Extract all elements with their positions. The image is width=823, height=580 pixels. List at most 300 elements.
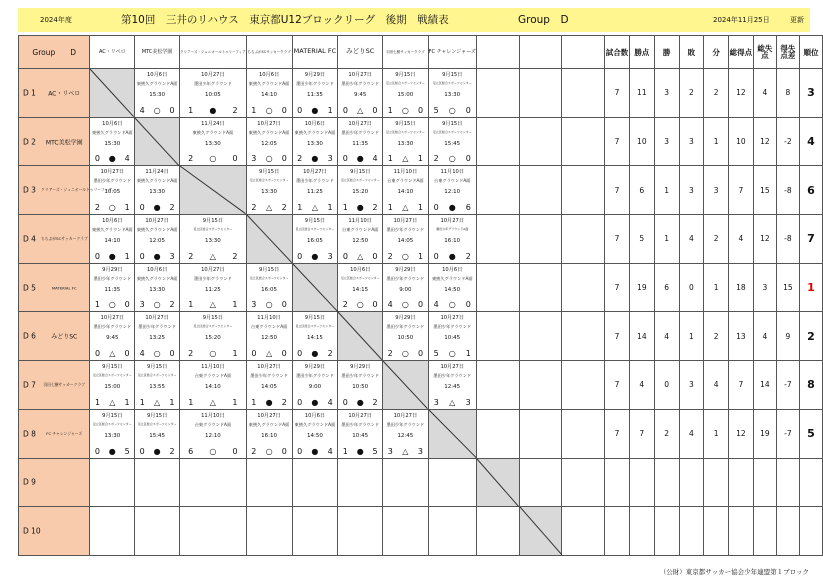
match-score <box>383 106 428 116</box>
result-mark: ○ <box>153 349 161 359</box>
match-venue: 足立区総合スポーツセンター <box>92 373 132 378</box>
result-mark: △ <box>209 397 216 407</box>
result-mark: ● <box>356 154 364 164</box>
match-cell <box>476 507 519 556</box>
match-time: 11:35 <box>352 140 369 147</box>
match-score <box>429 300 476 310</box>
result-mark: △ <box>266 349 273 359</box>
match-cell <box>519 409 562 458</box>
team-column-header <box>428 36 476 69</box>
home-goals: 5 <box>433 105 439 115</box>
result-mark: △ <box>449 397 456 407</box>
match-score <box>338 106 382 116</box>
self-match-cell <box>246 215 292 264</box>
match-score <box>293 447 338 457</box>
match-cell <box>383 215 429 264</box>
away-goals: 0 <box>281 446 287 456</box>
home-goals: 0 <box>297 105 303 115</box>
match-cell <box>562 215 605 264</box>
stat-value: 2 <box>704 312 729 361</box>
result-mark: ● <box>448 203 456 213</box>
match-date: 10月27日 <box>201 72 225 78</box>
match-cell <box>338 507 383 556</box>
stat-value: 4 <box>654 312 679 361</box>
match-venue: 東綾久グラウンドA面 <box>136 275 178 281</box>
match-score <box>90 154 134 164</box>
match-time: 15:30 <box>104 140 121 147</box>
away-goals: 1 <box>327 105 333 115</box>
self-match-cell <box>476 458 519 507</box>
match-time: 10:05 <box>204 92 221 98</box>
match-cell <box>135 215 180 264</box>
match-time: 10:50 <box>397 335 414 342</box>
match-time: 15:20 <box>352 189 369 196</box>
away-goals: 0 <box>417 300 424 310</box>
home-goals: 2 <box>188 349 194 359</box>
home-goals: 2 <box>188 154 194 164</box>
match-cell <box>338 215 383 264</box>
match-cell <box>519 361 562 410</box>
match-date: 9月15日 <box>304 315 326 322</box>
stat-value: 3 <box>679 361 704 410</box>
match-date: 10月27日 <box>440 315 465 322</box>
match-cell <box>383 166 429 215</box>
stat-value: 7 <box>728 166 753 215</box>
match-score <box>338 398 382 408</box>
away-goals: 3 <box>169 251 175 261</box>
match-date: 10月27日 <box>100 315 125 322</box>
stat-value: 19 <box>629 263 654 312</box>
home-goals: 3 <box>251 154 257 164</box>
match-cell <box>519 458 562 507</box>
away-goals: 2 <box>372 203 378 213</box>
match-date: 10月6日 <box>102 120 123 127</box>
away-goals: 1 <box>124 397 130 407</box>
match-date: 9月29日 <box>304 364 326 371</box>
match-date: 9月29日 <box>304 72 326 78</box>
match-cell <box>292 361 338 410</box>
team-column-header <box>292 36 338 69</box>
match-cell <box>90 263 135 312</box>
result-mark: △ <box>109 397 116 407</box>
match-venue: 足立区総合スポーツセンター <box>340 275 380 280</box>
home-goals: 1 <box>342 446 348 456</box>
match-cell <box>338 117 383 166</box>
match-cell <box>292 507 338 556</box>
match-time: 10:05 <box>104 189 121 196</box>
team-row-name: MATERIAL FC <box>51 285 77 291</box>
result-mark: ○ <box>448 105 456 115</box>
match-score <box>338 447 382 457</box>
home-goals: 1 <box>251 397 257 407</box>
match-cell <box>428 69 476 118</box>
home-goals: 1 <box>95 397 101 407</box>
match-venue: 東綾久グラウンドA面 <box>294 129 336 135</box>
match-time: 15:45 <box>149 432 166 439</box>
match-venue: 足立区総合スポーツセンター <box>137 421 177 426</box>
match-cell <box>135 263 180 312</box>
stat-value: -8 <box>776 166 799 215</box>
team-column-name: FC チャレンジャーズ <box>428 48 476 55</box>
team-row-label: D 2 <box>23 137 36 147</box>
away-goals: 2 <box>281 203 287 213</box>
match-cell <box>338 458 383 507</box>
stat-value <box>654 507 679 556</box>
result-mark: ● <box>265 397 273 407</box>
match-venue: 東綾久グラウンドA面 <box>248 129 290 135</box>
team-row <box>19 215 823 264</box>
match-cell <box>246 263 292 312</box>
match-time: 14:15 <box>306 335 323 342</box>
match-date: 9月15日 <box>146 412 168 419</box>
match-venue: 台東グラウンドA面 <box>434 178 471 184</box>
match-cell <box>562 69 605 118</box>
match-date: 9月15日 <box>350 169 371 176</box>
home-goals: 0 <box>139 251 145 261</box>
stat-value: 15 <box>753 166 776 215</box>
home-goals: 3 <box>139 300 145 310</box>
team-row-label: D 1 <box>23 88 36 98</box>
match-cell <box>562 312 605 361</box>
team-row-label: D 10 <box>23 526 41 536</box>
stat-value: 2 <box>654 409 679 458</box>
home-goals: 0 <box>433 251 439 261</box>
match-cell <box>246 409 292 458</box>
home-goals: 0 <box>433 203 439 213</box>
team-row <box>19 69 823 118</box>
team-row-label: D 9 <box>23 477 36 487</box>
rank-value: 8 <box>799 361 822 410</box>
match-score <box>293 106 338 116</box>
away-goals: 4 <box>372 154 378 164</box>
match-cell <box>428 507 476 556</box>
match-score <box>247 398 292 408</box>
result-mark: ○ <box>401 349 409 359</box>
match-cell <box>476 361 519 410</box>
away-goals: 0 <box>417 349 424 359</box>
team-row <box>19 166 823 215</box>
match-cell <box>519 117 562 166</box>
match-cell <box>135 361 180 410</box>
team-column-header <box>246 36 292 69</box>
team-row <box>19 507 823 556</box>
stat-value: 1 <box>704 117 729 166</box>
match-score <box>247 203 292 213</box>
match-score <box>90 349 134 359</box>
match-cell <box>135 458 180 507</box>
result-mark: ● <box>311 105 319 115</box>
match-cell <box>180 458 247 507</box>
away-goals: 2 <box>465 251 471 261</box>
page-title: 第10回 三井のリハウス 東京都U12ブロックリーグ 後期 戦績表 <box>121 14 449 26</box>
team-row-label: D 4 <box>23 234 36 244</box>
match-time: 15:20 <box>204 335 221 342</box>
match-score <box>338 252 382 262</box>
away-goals: 0 <box>281 154 287 164</box>
home-goals: 4 <box>139 105 145 115</box>
match-venue: 墨田少年グラウンド <box>296 373 334 379</box>
match-time: 14:05 <box>397 238 414 245</box>
match-date: 9月15日 <box>258 266 280 273</box>
stat-value: 13 <box>728 312 753 361</box>
stat-value: 2 <box>679 69 704 118</box>
match-date: 10月27日 <box>348 120 372 127</box>
result-mark: ● <box>356 397 364 407</box>
standings-table <box>18 35 823 556</box>
match-date: 10月27日 <box>100 169 125 176</box>
match-cell <box>428 215 476 264</box>
result-mark: ○ <box>209 349 217 359</box>
season-label: 2024年度 <box>40 16 72 24</box>
away-goals: 3 <box>417 446 423 456</box>
match-venue: 足立区総合スポーツセンター <box>295 227 335 232</box>
match-cell <box>562 263 605 312</box>
home-goals: 1 <box>94 300 100 310</box>
away-goals: 0 <box>232 446 238 456</box>
stat-value: 5 <box>629 215 654 264</box>
match-cell <box>428 166 476 215</box>
away-goals: 1 <box>465 349 471 359</box>
match-score <box>247 154 292 164</box>
match-venue: 墨田少年グラウンド <box>433 373 472 379</box>
stat-value: 0 <box>654 361 679 410</box>
match-date: 9月15日 <box>146 364 168 371</box>
match-score <box>180 106 246 116</box>
match-time: 14:10 <box>397 189 414 196</box>
stat-value: 6 <box>654 263 679 312</box>
match-score <box>338 203 382 213</box>
match-cell <box>338 361 383 410</box>
stat-value: 11 <box>629 69 654 118</box>
match-time: 14:10 <box>104 238 121 245</box>
match-date: 10月27日 <box>440 218 465 225</box>
team-row-label: D 3 <box>23 185 36 195</box>
match-date: 10月6日 <box>102 218 123 225</box>
match-venue: 足立区総合スポーツセンター <box>137 373 177 378</box>
match-score <box>90 252 134 262</box>
stat-value: 7 <box>605 69 630 118</box>
away-goals: 2 <box>372 397 378 407</box>
team-row-name: ちちぶがSCサッカークラブ <box>41 235 88 241</box>
home-goals: 0 <box>297 251 303 261</box>
away-goals: 2 <box>281 397 287 407</box>
match-date: 11月10日 <box>393 169 418 176</box>
away-goals: 1 <box>169 397 175 407</box>
team-column-header <box>180 36 247 69</box>
match-cell <box>180 263 247 312</box>
stat-column-header: 勝 <box>654 36 679 69</box>
match-date: 10月27日 <box>393 412 418 419</box>
stat-value: 7 <box>605 409 630 458</box>
away-goals: 0 <box>281 300 287 310</box>
stat-value: 12 <box>728 409 753 458</box>
home-goals: 3 <box>433 397 439 407</box>
match-time: 13:30 <box>444 92 461 98</box>
team-row-name: AC・リベロ <box>48 90 81 98</box>
stat-value: 3 <box>704 166 729 215</box>
result-mark: ● <box>153 446 161 456</box>
match-date: 11月10日 <box>201 412 225 419</box>
match-score <box>135 447 179 457</box>
team-row-name: MTC美松学園 <box>45 139 83 147</box>
result-mark: ○ <box>265 300 273 310</box>
match-cell <box>562 117 605 166</box>
result-mark: △ <box>266 203 273 213</box>
home-goals: 1 <box>188 105 194 115</box>
team-column-header <box>476 36 519 69</box>
result-mark: ○ <box>265 105 273 115</box>
home-goals: 1 <box>387 203 393 213</box>
match-venue: 足立区総合スポーツセンター <box>432 81 472 85</box>
home-goals: 0 <box>94 446 100 456</box>
stat-value: 12 <box>728 69 753 118</box>
match-score <box>180 300 246 310</box>
away-goals: 0 <box>417 105 424 115</box>
header-row <box>19 36 823 69</box>
match-time: 16:05 <box>306 238 323 245</box>
away-goals: 1 <box>417 203 423 213</box>
diagonal-slash <box>477 459 519 507</box>
match-venue: 東綾久グラウンドA面 <box>136 178 178 184</box>
match-cell <box>476 117 519 166</box>
stat-value: 3 <box>679 166 704 215</box>
stat-value: 7 <box>629 409 654 458</box>
match-venue: 東綾久グラウンドA面 <box>92 227 133 233</box>
home-goals: 0 <box>94 251 100 261</box>
match-date: 10月27日 <box>257 412 281 419</box>
match-time: 14:50 <box>444 286 461 293</box>
match-cell <box>428 312 476 361</box>
match-score <box>383 349 428 359</box>
match-venue: 墨田少年グラウンド <box>341 373 380 379</box>
match-time: 11:25 <box>204 286 221 293</box>
away-goals: 1 <box>417 251 424 261</box>
match-score <box>293 154 338 164</box>
result-mark: ○ <box>265 446 273 456</box>
stat-value: -7 <box>776 409 799 458</box>
match-venue: 墨田少年グラウンド <box>93 324 132 330</box>
match-cell <box>90 458 135 507</box>
match-score <box>338 300 382 310</box>
match-venue: 東綾久グラウンドA面 <box>92 129 133 135</box>
match-score <box>180 349 246 359</box>
home-goals: 0 <box>95 349 101 359</box>
result-mark: ○ <box>401 105 409 115</box>
away-goals: 0 <box>281 349 287 359</box>
home-goals: 0 <box>297 349 303 359</box>
home-goals: 1 <box>139 397 145 407</box>
home-goals: 1 <box>387 105 393 115</box>
match-time: 12:10 <box>444 189 461 196</box>
home-goals: 1 <box>297 203 303 213</box>
match-venue: 足立区総合スポーツセンター <box>340 178 380 183</box>
stat-value: 7 <box>728 361 753 410</box>
match-cell <box>383 507 429 556</box>
stat-value: 3 <box>654 69 679 118</box>
team-row-header <box>19 507 90 556</box>
team-row-name: FC チャレンジャーズ <box>46 430 83 436</box>
match-venue: 足立区総合スポーツセンター <box>92 421 132 426</box>
team-row-header <box>19 69 90 118</box>
team-row-name: 羽田七樹サッカークラブ <box>43 381 86 387</box>
match-cell <box>428 263 476 312</box>
match-venue: 足立区総合スポーツセンター <box>193 324 233 329</box>
match-date: 9月15日 <box>202 218 224 225</box>
match-cell <box>292 312 338 361</box>
stat-value <box>753 507 776 556</box>
match-cell <box>383 312 429 361</box>
match-venue: 足立区総合スポーツセンター <box>193 227 233 232</box>
match-venue: 墨田少年グラウンド <box>138 324 176 330</box>
match-cell <box>562 361 605 410</box>
stat-value: 1 <box>704 263 729 312</box>
match-date: 9月29日 <box>395 266 416 273</box>
away-goals: 2 <box>169 446 175 456</box>
stat-value <box>605 458 630 507</box>
footer-credit: （公財）東京都サッカー協会少年連盟第１ブロック <box>659 568 809 576</box>
stat-value <box>776 458 799 507</box>
match-date: 9月15日 <box>258 169 280 176</box>
match-score <box>383 203 428 213</box>
match-cell <box>476 409 519 458</box>
stat-value <box>654 458 679 507</box>
away-goals: 1 <box>124 203 130 213</box>
match-cell <box>292 409 338 458</box>
match-cell <box>180 507 247 556</box>
match-score <box>429 252 476 262</box>
stat-value: 3 <box>753 263 776 312</box>
match-cell <box>90 312 135 361</box>
result-mark: ● <box>108 251 116 261</box>
away-goals: 0 <box>169 105 175 115</box>
result-mark: ● <box>311 446 319 456</box>
diagonal-slash <box>180 166 246 214</box>
stat-value: 8 <box>776 69 799 118</box>
away-goals: 5 <box>124 446 130 456</box>
match-cell <box>180 215 247 264</box>
match-score <box>429 203 476 213</box>
away-goals: 0 <box>124 300 130 310</box>
home-goals: 2 <box>433 154 439 164</box>
home-goals: 2 <box>387 349 393 359</box>
match-date: 10月6日 <box>350 266 371 273</box>
match-date: 9月15日 <box>395 72 416 78</box>
stat-value: -7 <box>776 361 799 410</box>
match-cell <box>428 117 476 166</box>
home-goals: 0 <box>251 349 257 359</box>
match-cell <box>383 69 429 118</box>
match-time: 14:10 <box>204 384 221 391</box>
away-goals: 2 <box>169 300 175 310</box>
result-mark: ○ <box>153 105 161 115</box>
match-venue: 墨田少年グラウンド <box>93 178 132 184</box>
away-goals: 0 <box>232 154 238 164</box>
match-score <box>429 154 476 164</box>
match-score <box>90 203 134 213</box>
result-mark: ○ <box>265 154 273 164</box>
stat-value: 1 <box>654 166 679 215</box>
match-time: 9:45 <box>354 92 367 98</box>
home-goals: 0 <box>342 251 348 261</box>
match-score <box>180 398 246 408</box>
stat-value: 4 <box>753 69 776 118</box>
result-mark: △ <box>402 446 409 456</box>
result-mark: ○ <box>448 300 456 310</box>
away-goals: 3 <box>327 251 333 261</box>
away-goals: 5 <box>372 446 378 456</box>
away-goals: 2 <box>327 349 333 359</box>
match-cell <box>519 69 562 118</box>
